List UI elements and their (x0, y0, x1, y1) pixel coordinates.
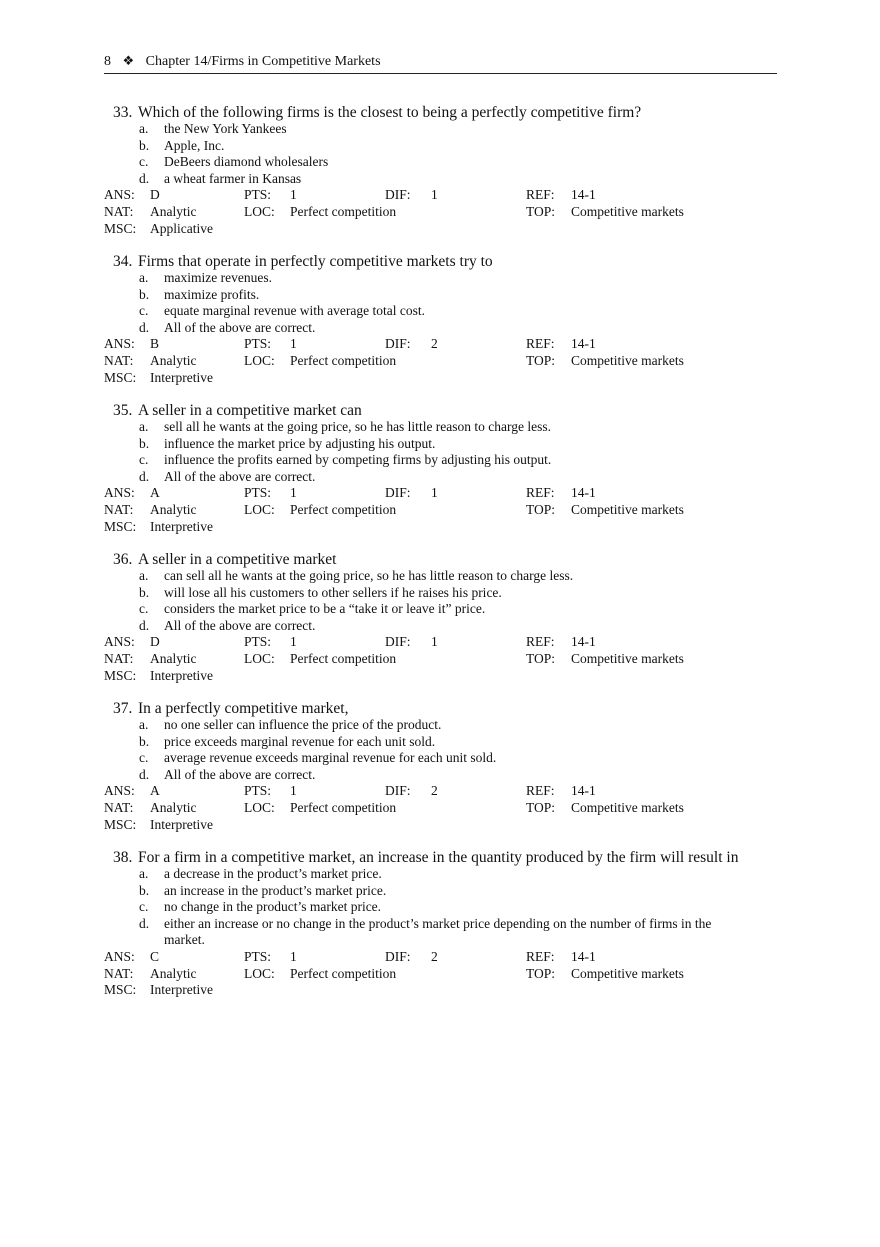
top-label: TOP: (526, 501, 556, 517)
top-value: Competitive markets (571, 799, 684, 815)
choice-a (104, 866, 794, 883)
dif-label: DIF: (385, 783, 411, 799)
ans-value: D (150, 187, 160, 203)
choice-b (104, 734, 794, 751)
nat-label: NAT: (104, 650, 134, 666)
choice-d (104, 171, 794, 188)
answer-meta-row (104, 949, 794, 966)
choice-text: an increase in the product’s market price. (164, 882, 387, 898)
pts-value: 1 (290, 783, 297, 799)
top-label: TOP: (526, 352, 556, 368)
choice-letter: a. (139, 419, 149, 434)
msc-meta-row (104, 370, 794, 387)
nat-value: Analytic (150, 650, 197, 666)
ans-label: ANS: (104, 783, 135, 799)
ans-label: ANS: (104, 485, 135, 501)
choice-b (104, 585, 794, 602)
choice-letter: d. (139, 915, 150, 931)
choice-letter: a. (139, 568, 149, 583)
question-36 (104, 551, 794, 684)
pts-label: PTS: (244, 187, 272, 203)
choice-text: DeBeers diamond wholesalers (164, 154, 329, 170)
dif-label: DIF: (385, 187, 411, 203)
pts-label: PTS: (244, 948, 272, 964)
ref-label: REF: (526, 634, 555, 650)
msc-meta-row (104, 982, 794, 999)
choice-text: influence the market price by adjusting his output. (164, 435, 436, 451)
nat-value: Analytic (150, 203, 197, 219)
question-number: 34. (113, 253, 133, 270)
choice-c (104, 601, 794, 618)
ans-label: ANS: (104, 948, 135, 964)
choice-letter: b. (139, 584, 150, 600)
nat-value: Analytic (150, 799, 197, 815)
msc-value: Interpretive (150, 982, 213, 998)
nat-meta-row (104, 502, 794, 519)
msc-label: MSC: (104, 816, 137, 832)
choice-text: Apple, Inc. (164, 137, 225, 153)
msc-label: MSC: (104, 518, 137, 534)
choice-text: can sell all he wants at the going price, so he has little reason to charge less. (164, 568, 574, 583)
choice-letter: b. (139, 882, 150, 898)
question-37 (104, 700, 794, 833)
diamond-separator-icon: ❖ (122, 54, 135, 69)
ref-label: REF: (526, 187, 555, 203)
choice-letter: d. (139, 468, 150, 484)
choice-text: All of the above are correct. (164, 766, 316, 782)
page-header (104, 53, 777, 74)
pts-value: 1 (290, 634, 297, 650)
msc-meta-row (104, 221, 794, 238)
loc-label: LOC: (244, 965, 275, 981)
question-number: 35. (113, 402, 133, 419)
pts-label: PTS: (244, 634, 272, 650)
loc-label: LOC: (244, 501, 275, 517)
nat-meta-row (104, 353, 794, 370)
answer-meta-row (104, 485, 794, 502)
page-number: 8 (104, 54, 111, 69)
nat-label: NAT: (104, 501, 134, 517)
choice-letter: d. (139, 319, 150, 335)
top-value: Competitive markets (571, 965, 684, 981)
nat-label: NAT: (104, 965, 134, 981)
question-33 (104, 104, 794, 237)
choice-text: will lose all his customers to other sellers if he raises his price. (164, 584, 502, 600)
answer-meta-row (104, 783, 794, 800)
ans-label: ANS: (104, 336, 135, 352)
loc-label: LOC: (244, 799, 275, 815)
choice-text: price exceeds marginal revenue for each unit sold. (164, 733, 436, 749)
question-stem: A seller in a competitive market can (138, 402, 362, 419)
pts-value: 1 (290, 485, 297, 501)
pts-value: 1 (290, 948, 297, 964)
chapter-title: Chapter 14/Firms in Competitive Markets (145, 54, 381, 69)
top-label: TOP: (526, 965, 556, 981)
ref-label: REF: (526, 336, 555, 352)
question-number: 37. (113, 700, 133, 717)
question-stem: For a firm in a competitive market, an increase in the quantity produced by the firm will result in (138, 849, 739, 866)
loc-value: Perfect competition (290, 203, 397, 219)
choice-d (104, 618, 794, 635)
nat-label: NAT: (104, 352, 134, 368)
choice-d (104, 320, 794, 337)
question-38 (104, 849, 794, 999)
choice-text: no change in the product’s market price. (164, 899, 382, 915)
choice-letter: d. (139, 617, 150, 633)
dif-value: 2 (431, 336, 438, 352)
choice-text: the New York Yankees (164, 121, 287, 136)
loc-value: Perfect competition (290, 352, 397, 368)
ans-label: ANS: (104, 634, 135, 650)
msc-value: Interpretive (150, 369, 213, 385)
choice-c (104, 303, 794, 320)
question-stem: In a perfectly competitive market, (138, 700, 349, 717)
choice-letter: a. (139, 121, 149, 136)
choice-letter: b. (139, 286, 150, 302)
top-label: TOP: (526, 203, 556, 219)
ans-value: C (150, 948, 160, 964)
dif-label: DIF: (385, 948, 411, 964)
choice-text: All of the above are correct. (164, 468, 316, 484)
question-number: 38. (113, 849, 133, 866)
msc-label: MSC: (104, 667, 137, 683)
msc-value: Interpretive (150, 816, 213, 832)
loc-label: LOC: (244, 650, 275, 666)
question-stem: A seller in a competitive market (138, 551, 337, 568)
choice-b (104, 138, 794, 155)
top-value: Competitive markets (571, 352, 684, 368)
ref-value: 14-1 (571, 187, 596, 203)
question-number: 33. (113, 104, 133, 121)
dif-value: 2 (431, 948, 438, 964)
answer-meta-row (104, 187, 794, 204)
nat-meta-row (104, 800, 794, 817)
choice-text: maximize profits. (164, 286, 260, 302)
question-stem: Which of the following firms is the closest to being a perfectly competitive firm? (138, 104, 642, 121)
choice-text: sell all he wants at the going price, so he has little reason to charge less. (164, 419, 552, 434)
choice-d (104, 916, 794, 949)
choice-letter: c. (139, 303, 149, 319)
question-number: 36. (113, 551, 133, 568)
choice-letter: d. (139, 170, 150, 186)
choice-a (104, 419, 794, 436)
ans-value: B (150, 336, 160, 352)
choice-text: a decrease in the product’s market price. (164, 866, 382, 881)
msc-label: MSC: (104, 982, 137, 998)
loc-value: Perfect competition (290, 799, 397, 815)
choice-a (104, 121, 794, 138)
msc-meta-row (104, 817, 794, 834)
nat-label: NAT: (104, 799, 134, 815)
dif-label: DIF: (385, 634, 411, 650)
pts-label: PTS: (244, 336, 272, 352)
nat-label: NAT: (104, 203, 134, 219)
top-value: Competitive markets (571, 203, 684, 219)
pts-label: PTS: (244, 783, 272, 799)
ans-value: A (150, 485, 160, 501)
choice-text: considers the market price to be a “take it or leave it” price. (164, 601, 486, 617)
nat-value: Analytic (150, 965, 197, 981)
question-stem: Firms that operate in perfectly competitive markets try to (138, 253, 493, 270)
msc-meta-row (104, 668, 794, 685)
choice-d (104, 469, 794, 486)
pts-value: 1 (290, 187, 297, 203)
answer-meta-row (104, 634, 794, 651)
choice-letter: d. (139, 766, 150, 782)
nat-meta-row (104, 966, 794, 983)
choice-text: no one seller can influence the price of the product. (164, 717, 442, 732)
question-35 (104, 402, 794, 535)
choice-letter: c. (139, 154, 149, 170)
msc-value: Interpretive (150, 518, 213, 534)
loc-label: LOC: (244, 203, 275, 219)
dif-value: 1 (431, 187, 438, 203)
choice-letter: a. (139, 270, 149, 285)
msc-label: MSC: (104, 369, 137, 385)
dif-value: 1 (431, 485, 438, 501)
top-value: Competitive markets (571, 501, 684, 517)
choice-letter: a. (139, 717, 149, 732)
loc-value: Perfect competition (290, 650, 397, 666)
msc-value: Interpretive (150, 667, 213, 683)
dif-label: DIF: (385, 336, 411, 352)
pts-label: PTS: (244, 485, 272, 501)
answer-meta-row (104, 336, 794, 353)
choice-letter: c. (139, 601, 149, 617)
choice-letter: b. (139, 733, 150, 749)
ref-label: REF: (526, 485, 555, 501)
nat-meta-row (104, 204, 794, 221)
msc-meta-row (104, 519, 794, 536)
choice-letter: b. (139, 435, 150, 451)
choice-b (104, 883, 794, 900)
loc-value: Perfect competition (290, 501, 397, 517)
choice-c (104, 154, 794, 171)
msc-label: MSC: (104, 220, 137, 236)
top-label: TOP: (526, 799, 556, 815)
ref-value: 14-1 (571, 634, 596, 650)
dif-value: 1 (431, 634, 438, 650)
ref-value: 14-1 (571, 948, 596, 964)
choice-c (104, 452, 794, 469)
choice-a (104, 568, 794, 585)
choice-text: either an increase or no change in the product’s market price depending on the number of firms in the market. (164, 915, 712, 948)
nat-value: Analytic (150, 501, 197, 517)
loc-value: Perfect competition (290, 965, 397, 981)
choice-c (104, 750, 794, 767)
ref-label: REF: (526, 783, 555, 799)
loc-label: LOC: (244, 352, 275, 368)
ans-value: D (150, 634, 160, 650)
choice-a (104, 270, 794, 287)
choice-b (104, 436, 794, 453)
question-34 (104, 253, 794, 386)
choice-text: equate marginal revenue with average total cost. (164, 303, 426, 319)
choice-letter: c. (139, 750, 149, 766)
ref-value: 14-1 (571, 783, 596, 799)
ref-label: REF: (526, 948, 555, 964)
ans-label: ANS: (104, 187, 135, 203)
choice-text: All of the above are correct. (164, 319, 316, 335)
choice-text: a wheat farmer in Kansas (164, 170, 302, 186)
msc-value: Applicative (150, 220, 213, 236)
choice-letter: b. (139, 137, 150, 153)
nat-value: Analytic (150, 352, 197, 368)
ref-value: 14-1 (571, 336, 596, 352)
choice-letter: c. (139, 899, 149, 915)
dif-label: DIF: (385, 485, 411, 501)
choice-text: average revenue exceeds marginal revenue for each unit sold. (164, 750, 497, 766)
choice-text: All of the above are correct. (164, 617, 316, 633)
dif-value: 2 (431, 783, 438, 799)
ans-value: A (150, 783, 160, 799)
choice-c (104, 899, 794, 916)
choice-text: maximize revenues. (164, 270, 272, 285)
choice-text: influence the profits earned by competing firms by adjusting his output. (164, 452, 552, 468)
choice-a (104, 717, 794, 734)
choice-b (104, 287, 794, 304)
ref-value: 14-1 (571, 485, 596, 501)
choice-letter: c. (139, 452, 149, 468)
choice-letter: a. (139, 866, 149, 881)
nat-meta-row (104, 651, 794, 668)
top-value: Competitive markets (571, 650, 684, 666)
choice-d (104, 767, 794, 784)
pts-value: 1 (290, 336, 297, 352)
top-label: TOP: (526, 650, 556, 666)
